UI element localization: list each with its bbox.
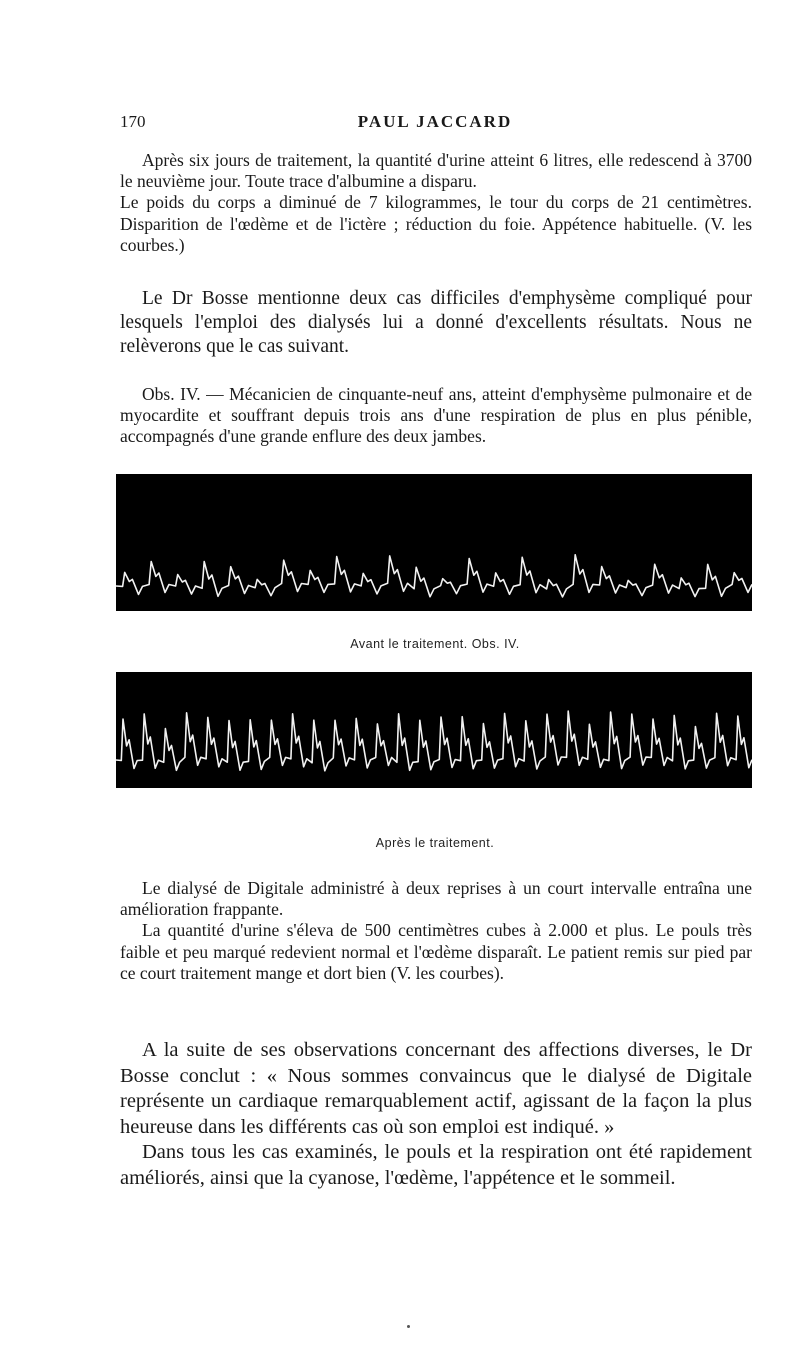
conclusion-text — [120, 1038, 752, 1191]
page-header — [120, 112, 750, 138]
paragraph-urine: Après six jours de traitement, la quantité d'urine atteint 6 litres, elle redescend à 3700 le neuvième jour. Toute trace d'albumine a disparu. — [120, 150, 752, 192]
after-treatment-text — [120, 878, 752, 984]
observation-text — [120, 384, 752, 448]
page-mark — [407, 1325, 410, 1328]
pulse-line — [116, 555, 752, 597]
paragraph-bosse-cases: Le Dr Bosse mentionne deux cas difficiles d'emphysème compliqué pour lesquels l'emploi des dialysés lui a donné d'excellents résultats. Nous ne relèverons que le cas suivant. — [120, 288, 752, 357]
pulse-trace-before — [116, 474, 752, 611]
running-head: PAUL JACCARD — [357, 112, 513, 131]
paragraph-conclusion: A la suite de ses observations concernant des affections diverses, le Dr Bosse conclut : « Nous sommes convaincus que le dialysé de Digitale représente un cardiaque remarquablement actif, agissant de la façon la plus heureuse dans les différents cas où son emploi est indiqué. » — [120, 1039, 752, 1138]
paragraph-obs-iv: Obs. IV. — Mécanicien de cinquante-neuf ans, atteint d'emphysème pulmonaire et de myocardite et souffrant depuis trois ans d'une respiration de plus en plus pénible, accompagnés d'une grande enflure des deux jambes. — [120, 384, 752, 447]
paragraph-urine-quantity: La quantité d'urine s'éleva de 500 centimètres cubes à 2.000 et plus. Le pouls très faible et peu marqué redevient normal et l'œdème disparaît. Le patient remis sur pied par ce court traitement mange et dort bien (V. les courbes). — [120, 920, 752, 983]
figure-caption-before: Avant le traitement. Obs. IV. — [350, 637, 520, 651]
pulse-line — [116, 711, 752, 771]
treatment-results-text — [120, 150, 752, 256]
paragraph-summary: Dans tous les cas examinés, le pouls et la respiration ont été rapidement améliorés, ainsi que la cyanose, l'œdème, l'appétence et le sommeil. — [120, 1141, 752, 1189]
paragraph-weight: Le poids du corps a diminué de 7 kilogrammes, le tour du corps de 21 centimètres. Disparition de l'œdème et de l'ictère ; réduction du foie. Appétence habituelle. (V. les courbes.) — [120, 192, 752, 255]
pulse-trace-after — [116, 672, 752, 788]
page-number: 170 — [120, 112, 146, 131]
bosse-intro-text — [120, 287, 752, 359]
figure-caption-after: Après le traitement. — [375, 836, 495, 850]
paragraph-improvement: Le dialysé de Digitale administré à deux reprises à un court intervalle entraîna une amélioration frappante. — [120, 878, 752, 920]
